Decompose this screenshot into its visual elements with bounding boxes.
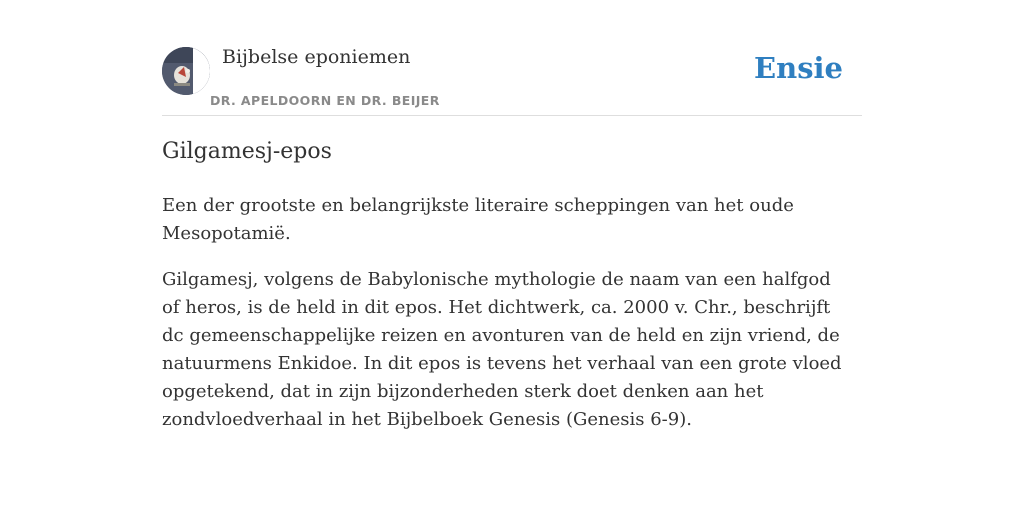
entry-body (162, 192, 852, 452)
cover-edge (193, 47, 210, 95)
book-header (162, 46, 862, 116)
brand-logo[interactable]: Ensie (754, 51, 843, 85)
book-title[interactable]: Bijbelse eponiemen (222, 46, 411, 68)
entry-paragraph-1: Een der grootste en belangrijkste literaire scheppingen van het oude Mesopotamië. (162, 195, 794, 244)
book-cover-thumbnail[interactable] (162, 47, 210, 95)
entry-paragraph-2: Gilgamesj, volgens de Babylonische mythologie de naam van een halfgod of heros, is de held in dit epos. Het dichtwerk, ca. 2000 v. Chr., beschrijft dc gemeenschappelijke reizen en avonturen van de held en zijn vriend, de natuurmens Enkidoe. In dit epos is tevens het verhaal van een grote vloed opgetekend, dat in zijn bijzonderheden sterk doet denken aan het zondvloedverhaal in het Bijbelboek Genesis (Genesis 6-9). (162, 269, 842, 430)
book-authors: DR. APELDOORN EN DR. BEIJER (210, 93, 440, 108)
entry-title: Gilgamesj-epos (162, 139, 332, 164)
